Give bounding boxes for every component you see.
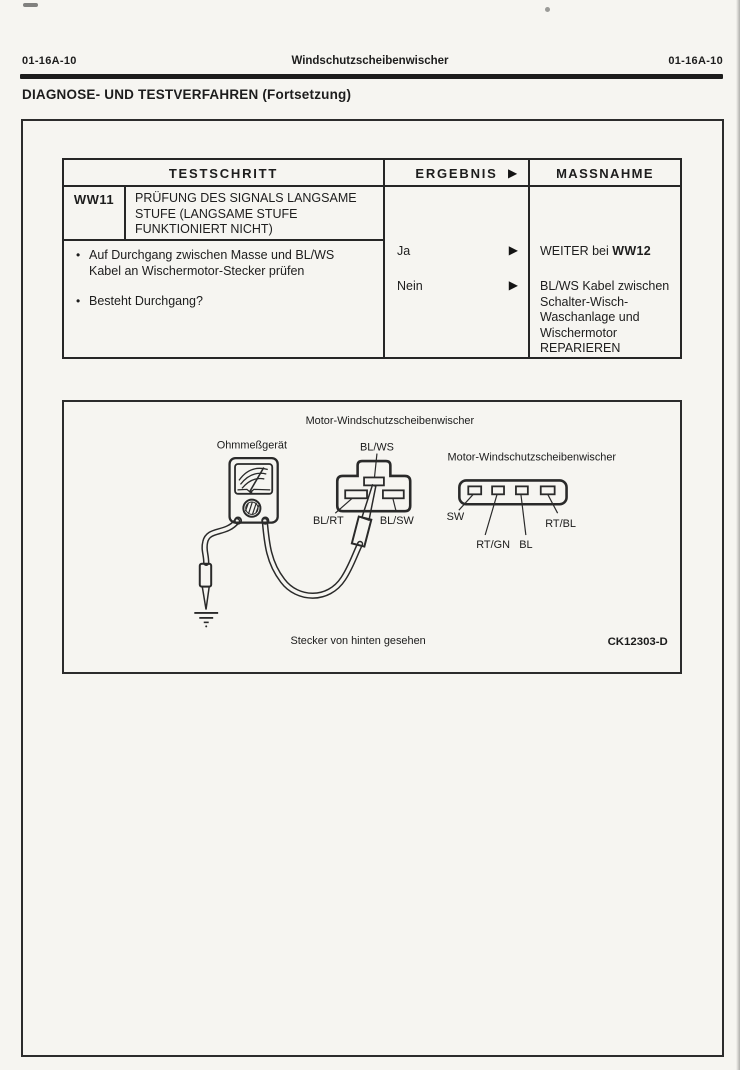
ground-probe [194,564,218,628]
step-instructions [64,241,383,347]
range-dial [243,500,260,517]
header-rule [20,74,723,79]
step-title-row [64,187,383,241]
action-no: BL/WS Kabel zwischen Schalter-Wisch-Waschanlage und Wischermotor REPARIEREN [540,279,670,355]
step-id: WW11 [64,187,126,239]
step-title: PRÜFUNG DES SIGNALS LANGSAME STUFE (LANGSAME STUFE FUNKTIONIERT NICHT) [135,191,357,236]
bullet-marker: • [76,294,81,308]
ergebnis-cell [385,187,530,357]
table-header-row [64,160,680,187]
page-number-right: 01-16A-10 [668,55,723,67]
result-arrow-icon: ▶ [508,278,518,292]
result-no-row [397,279,518,293]
page-number-left: 01-16A-10 [22,55,77,67]
pin-blws [364,477,384,485]
pin-blsw [383,490,404,498]
action-yes-text: WEITER bei [540,244,613,258]
connector3-label: Motor-Windschutzscheibenwischer [305,414,475,427]
result-no-label: Nein [397,279,423,293]
column-header-ergebnis [385,160,530,185]
scan-smudge [545,7,550,12]
scan-smudge [23,3,38,7]
result-arrow-icon: ▶ [507,166,519,180]
scan-edge-shadow [736,0,740,1070]
pin-label-blws: BL/WS [359,441,394,454]
pin-label-blsw: BL/SW [379,515,414,528]
instruction-item [76,248,369,279]
ohmmeter-label: Ohmmeßgerät [216,439,288,452]
pin-label-rtbl: RT/BL [545,518,576,531]
instruction-item [76,294,369,310]
pin-label-bl: BL [519,538,533,551]
page-header-title: Windschutzscheibenwischer [291,55,449,67]
diagram-caption: Stecker von hinten gesehen [290,635,426,648]
ground-symbol-icon [194,613,218,627]
figure-code: CK12303-D [607,636,668,649]
wiring-diagram-svg [64,402,680,672]
result-yes-row [397,244,518,258]
section-title: DIAGNOSE- UND TESTVERFAHREN (Fortsetzung) [22,87,352,102]
table-body-row [64,187,680,357]
meter-needle [250,468,264,492]
pin-rtgn [492,486,504,494]
result-arrow-icon: ▶ [508,243,518,257]
connector4-label: Motor-Windschutzscheibenwischer [447,451,617,464]
pin-sw [468,486,481,494]
test-step-table [62,158,682,359]
pin-label-sw: SW [446,511,465,524]
massnahme-cell [530,187,680,357]
instruction-text: Auf Durchgang zwischen Masse und BL/WS Kabel an Wischermotor-Stecker prüfen [89,248,335,278]
result-yes-label: Ja [397,244,411,258]
column-header-ergebnis-label: ERGEBNIS [415,166,498,181]
test-probe [352,485,376,547]
pin-label-blrt: BL/RT [312,515,344,528]
pin-rtbl [541,486,555,494]
diagram-figure [62,400,682,674]
testschritt-cell [64,187,385,357]
column-header-massnahme: MASSNAHME [556,166,654,181]
pin-bl [516,486,528,494]
bullet-marker: • [76,248,81,262]
pin-blrt [345,490,367,498]
instruction-text: Besteht Durchgang? [89,294,203,308]
pin-label-rtgn: RT/GN [476,538,510,551]
action-yes-step-ref: WW12 [612,244,651,258]
action-yes [540,244,674,258]
column-header-testschritt: TESTSCHRITT [64,160,385,185]
